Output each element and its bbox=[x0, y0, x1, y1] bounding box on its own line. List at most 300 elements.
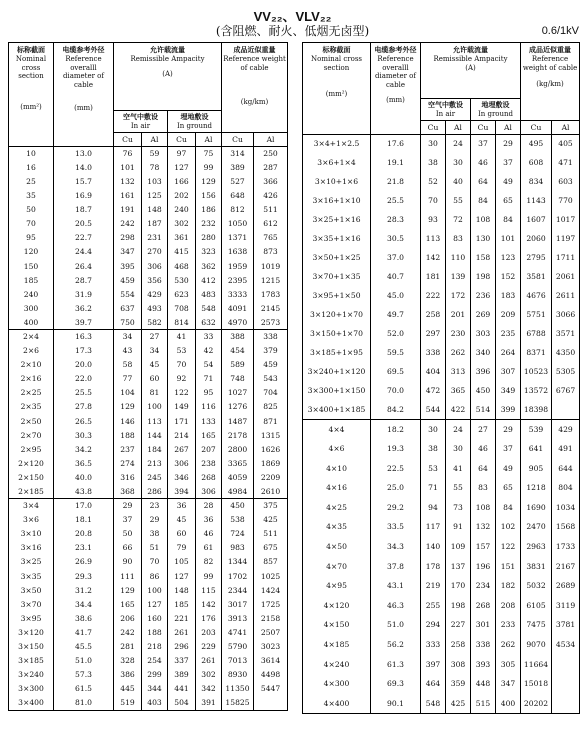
cell-air-cu: 52 bbox=[421, 173, 446, 192]
cell-ground-al: 176 bbox=[196, 612, 222, 626]
cell-ground-cu: 340 bbox=[471, 344, 496, 363]
table-row bbox=[303, 635, 580, 655]
cell-ground-al: 342 bbox=[196, 682, 222, 696]
cell-ground-al: 95 bbox=[196, 386, 222, 400]
cell-air-al: 127 bbox=[142, 598, 168, 612]
al-header: Al bbox=[142, 133, 168, 147]
cell-air-al: 218 bbox=[142, 640, 168, 654]
cell-weight-al bbox=[254, 696, 288, 710]
cell-diameter: 45.0 bbox=[371, 287, 421, 306]
cable-table-left bbox=[8, 42, 288, 711]
cell-ground-al: 238 bbox=[196, 457, 222, 471]
table-row bbox=[303, 615, 580, 635]
cell-ground-al: 182 bbox=[496, 576, 521, 596]
cell-ground-cu: 46 bbox=[471, 439, 496, 459]
cell-ground-cu: 708 bbox=[168, 302, 196, 316]
cell-air-cu: 71 bbox=[421, 478, 446, 498]
cell-weight-al: 2507 bbox=[254, 626, 288, 640]
cell-air-al: 493 bbox=[142, 302, 168, 316]
cell-air-al: 139 bbox=[446, 268, 471, 287]
table-row bbox=[303, 173, 580, 192]
cell-air-al: 83 bbox=[446, 230, 471, 249]
cell-section: 3×6+1×4 bbox=[303, 154, 371, 173]
cell-section: 4×70 bbox=[303, 557, 371, 577]
table-row bbox=[303, 478, 580, 498]
table-row bbox=[303, 596, 580, 616]
cell-air-cu: 43 bbox=[114, 344, 142, 358]
cell-section: 2×25 bbox=[9, 386, 54, 400]
cell-diameter: 23.1 bbox=[54, 541, 114, 555]
cell-air-cu: 70 bbox=[421, 192, 446, 211]
cell-diameter: 18.7 bbox=[54, 203, 114, 217]
cell-section: 3×70 bbox=[9, 598, 54, 612]
table-row bbox=[303, 420, 580, 440]
cell-ground-cu: 268 bbox=[471, 596, 496, 616]
table-row bbox=[9, 668, 288, 682]
cell-air-al: 184 bbox=[142, 442, 168, 456]
cell-air-cu: 206 bbox=[114, 612, 142, 626]
table-row bbox=[303, 192, 580, 211]
cell-weight-al: 1711 bbox=[552, 249, 580, 268]
table-row bbox=[9, 273, 288, 287]
cell-ground-cu: 396 bbox=[471, 363, 496, 382]
cell-air-cu: 140 bbox=[421, 537, 446, 557]
table-row bbox=[9, 175, 288, 189]
cell-air-al: 27 bbox=[142, 330, 168, 344]
al-header: Al bbox=[552, 121, 580, 135]
diameter-header: 电缆参考外径 Reference overalll diameter of cable (mm) bbox=[371, 43, 421, 135]
cell-section: 2×185 bbox=[9, 485, 54, 499]
table-row bbox=[9, 302, 288, 316]
cell-ground-al: 129 bbox=[196, 175, 222, 189]
cell-air-al: 34 bbox=[142, 344, 168, 358]
ampacity-header: 允许载流量 Remissible Ampacity (A) bbox=[114, 43, 222, 111]
in-air-header: 空气中敷设 In air bbox=[114, 111, 168, 133]
cell-air-al: 60 bbox=[142, 372, 168, 386]
cell-weight-cu: 2470 bbox=[521, 517, 552, 537]
cell-section: 25 bbox=[9, 175, 54, 189]
table-row bbox=[9, 682, 288, 696]
cell-weight-cu: 6788 bbox=[521, 325, 552, 344]
cell-air-cu: 637 bbox=[114, 302, 142, 316]
cell-weight-cu: 1027 bbox=[222, 386, 254, 400]
cell-diameter: 81.0 bbox=[54, 696, 114, 710]
cell-weight-al: 871 bbox=[254, 414, 288, 428]
cell-air-cu: 30 bbox=[421, 135, 446, 154]
cell-diameter: 20.5 bbox=[54, 217, 114, 231]
table-row bbox=[9, 358, 288, 372]
table-row bbox=[9, 654, 288, 668]
cell-weight-cu: 2800 bbox=[222, 442, 254, 456]
cell-ground-cu: 130 bbox=[471, 230, 496, 249]
cell-diameter: 70.0 bbox=[371, 382, 421, 401]
cell-section: 4×300 bbox=[303, 674, 371, 694]
cell-weight-al: 1034 bbox=[552, 498, 580, 518]
cell-weight-cu: 3333 bbox=[222, 287, 254, 301]
cell-section: 4×400 bbox=[303, 694, 371, 714]
cell-section: 4×35 bbox=[303, 517, 371, 537]
cell-diameter: 51.0 bbox=[54, 654, 114, 668]
cell-air-cu: 222 bbox=[421, 287, 446, 306]
cell-ground-cu: 236 bbox=[471, 287, 496, 306]
table-row bbox=[9, 189, 288, 203]
cell-diameter: 13.0 bbox=[54, 147, 114, 161]
cell-ground-al: 151 bbox=[496, 557, 521, 577]
cell-weight-cu: 608 bbox=[521, 154, 552, 173]
cell-weight-al bbox=[552, 674, 580, 694]
cell-air-al: 429 bbox=[142, 287, 168, 301]
cell-diameter: 17.6 bbox=[371, 135, 421, 154]
cell-weight-cu: 641 bbox=[521, 439, 552, 459]
al-header: Al bbox=[196, 133, 222, 147]
table-row bbox=[9, 598, 288, 612]
cell-ground-cu: 198 bbox=[471, 268, 496, 287]
cell-weight-cu: 4091 bbox=[222, 302, 254, 316]
cell-air-al: 100 bbox=[142, 400, 168, 414]
cell-ground-cu: 221 bbox=[168, 612, 196, 626]
cell-section: 2×150 bbox=[9, 471, 54, 485]
cell-weight-al: 2573 bbox=[254, 316, 288, 330]
cell-weight-al: 250 bbox=[254, 147, 288, 161]
cell-diameter: 59.5 bbox=[371, 344, 421, 363]
table-row bbox=[303, 655, 580, 675]
cell-weight-cu: 2178 bbox=[222, 428, 254, 442]
cell-air-al: 24 bbox=[446, 420, 471, 440]
cell-diameter: 22.0 bbox=[54, 372, 114, 386]
cell-weight-cu: 4741 bbox=[222, 626, 254, 640]
cell-diameter: 15.7 bbox=[54, 175, 114, 189]
cell-ground-cu: 393 bbox=[471, 655, 496, 675]
cell-weight-al: 1197 bbox=[552, 230, 580, 249]
cell-air-al: 270 bbox=[142, 245, 168, 259]
cell-section: 2×35 bbox=[9, 400, 54, 414]
cell-air-al: 262 bbox=[446, 344, 471, 363]
table-row bbox=[303, 674, 580, 694]
table-row bbox=[303, 344, 580, 363]
cell-ground-cu: 92 bbox=[168, 372, 196, 386]
cell-ground-cu: 127 bbox=[168, 569, 196, 583]
cell-ground-cu: 361 bbox=[168, 231, 196, 245]
cell-air-al: 198 bbox=[446, 596, 471, 616]
cell-ground-al: 152 bbox=[496, 268, 521, 287]
cell-weight-al: 1568 bbox=[552, 517, 580, 537]
cell-weight-al: 511 bbox=[254, 203, 288, 217]
cell-ground-cu: 448 bbox=[471, 674, 496, 694]
cell-diameter: 61.5 bbox=[54, 682, 114, 696]
cell-weight-cu: 3017 bbox=[222, 598, 254, 612]
cell-ground-al: 84 bbox=[496, 498, 521, 518]
cell-air-cu: 397 bbox=[421, 655, 446, 675]
cell-air-al: 344 bbox=[142, 682, 168, 696]
cell-air-cu: 181 bbox=[421, 268, 446, 287]
weight-header: 成品近似重量 Reference weight of cable (kg/km) bbox=[521, 43, 580, 121]
cell-section: 4×50 bbox=[303, 537, 371, 557]
cell-air-cu: 101 bbox=[114, 161, 142, 175]
cell-ground-al: 122 bbox=[496, 537, 521, 557]
cell-section: 2×95 bbox=[9, 442, 54, 456]
cell-air-al: 188 bbox=[142, 626, 168, 640]
cell-air-al: 160 bbox=[142, 612, 168, 626]
cell-ground-al: 323 bbox=[196, 245, 222, 259]
cell-diameter: 69.5 bbox=[371, 363, 421, 382]
cell-weight-cu: 527 bbox=[222, 175, 254, 189]
cell-air-cu: 90 bbox=[114, 555, 142, 569]
cell-weight-al: 1215 bbox=[254, 273, 288, 287]
table-row bbox=[303, 249, 580, 268]
cell-diameter: 84.2 bbox=[371, 401, 421, 420]
cell-weight-al: 603 bbox=[552, 173, 580, 192]
cell-air-cu: 395 bbox=[114, 259, 142, 273]
cell-ground-al: 37 bbox=[496, 154, 521, 173]
table-row bbox=[303, 557, 580, 577]
cell-ground-cu: 240 bbox=[168, 203, 196, 217]
cell-air-al: 38 bbox=[142, 527, 168, 541]
cell-air-cu: 445 bbox=[114, 682, 142, 696]
in-air-header: 空气中敷设 In air bbox=[421, 99, 471, 121]
cell-ground-cu: 157 bbox=[471, 537, 496, 557]
cell-weight-al: 2689 bbox=[552, 576, 580, 596]
cell-weight-cu: 7475 bbox=[521, 615, 552, 635]
cell-weight-cu: 495 bbox=[521, 135, 552, 154]
cell-weight-al: 873 bbox=[254, 245, 288, 259]
cell-diameter: 40.7 bbox=[371, 268, 421, 287]
cell-section: 3×70+1×35 bbox=[303, 268, 371, 287]
cell-weight-al: 2610 bbox=[254, 485, 288, 499]
cell-air-al: 125 bbox=[142, 189, 168, 203]
cell-air-cu: 30 bbox=[421, 420, 446, 440]
cell-section: 3×50 bbox=[9, 583, 54, 597]
cell-weight-al: 4534 bbox=[552, 635, 580, 655]
cell-air-al: 30 bbox=[446, 439, 471, 459]
cell-air-cu: 142 bbox=[421, 249, 446, 268]
table-row bbox=[9, 499, 288, 513]
cell-air-cu: 188 bbox=[114, 428, 142, 442]
cell-weight-al: 511 bbox=[254, 527, 288, 541]
table-row bbox=[303, 401, 580, 420]
cell-section: 2×6 bbox=[9, 344, 54, 358]
table-row bbox=[303, 287, 580, 306]
cell-air-cu: 94 bbox=[421, 498, 446, 518]
cell-ground-al: 229 bbox=[196, 640, 222, 654]
table-row bbox=[9, 316, 288, 330]
cell-weight-al: 2145 bbox=[254, 302, 288, 316]
cell-weight-cu: 1344 bbox=[222, 555, 254, 569]
cell-ground-cu: 450 bbox=[471, 382, 496, 401]
cell-ground-al: 71 bbox=[196, 372, 222, 386]
cell-air-al: 172 bbox=[446, 287, 471, 306]
cell-diameter: 34.3 bbox=[371, 537, 421, 557]
cell-section: 50 bbox=[9, 203, 54, 217]
cell-weight-al: 491 bbox=[552, 439, 580, 459]
cell-air-al: 403 bbox=[142, 696, 168, 710]
cell-weight-al: 3119 bbox=[552, 596, 580, 616]
cell-air-al: 137 bbox=[446, 557, 471, 577]
table-row bbox=[9, 386, 288, 400]
cell-air-cu: 297 bbox=[421, 325, 446, 344]
cell-weight-al: 1017 bbox=[552, 211, 580, 230]
cell-ground-cu: 79 bbox=[168, 541, 196, 555]
cell-diameter: 37.0 bbox=[371, 249, 421, 268]
cell-section: 3×6 bbox=[9, 513, 54, 527]
cell-weight-cu: 1607 bbox=[521, 211, 552, 230]
cell-weight-cu: 4970 bbox=[222, 316, 254, 330]
cell-ground-cu: 122 bbox=[168, 386, 196, 400]
cell-weight-cu: 9070 bbox=[521, 635, 552, 655]
table-row bbox=[303, 498, 580, 518]
cell-weight-al: 426 bbox=[254, 189, 288, 203]
cell-weight-al: 2611 bbox=[552, 287, 580, 306]
cell-air-cu: 328 bbox=[114, 654, 142, 668]
cell-section: 4×150 bbox=[303, 615, 371, 635]
cell-air-al: 81 bbox=[142, 386, 168, 400]
cell-ground-cu: 214 bbox=[168, 428, 196, 442]
cell-ground-cu: 337 bbox=[168, 654, 196, 668]
cell-diameter: 40.0 bbox=[54, 471, 114, 485]
cell-weight-cu: 5751 bbox=[521, 306, 552, 325]
cell-ground-cu: 97 bbox=[168, 147, 196, 161]
cu-header: Cu bbox=[471, 121, 496, 135]
cell-weight-cu: 983 bbox=[222, 541, 254, 555]
cell-section: 16 bbox=[9, 161, 54, 175]
cell-air-cu: 281 bbox=[114, 640, 142, 654]
table-row bbox=[303, 459, 580, 479]
cell-ground-cu: 64 bbox=[471, 459, 496, 479]
cell-ground-al: 49 bbox=[496, 173, 521, 192]
cell-ground-cu: 301 bbox=[471, 615, 496, 635]
cell-ground-cu: 306 bbox=[168, 457, 196, 471]
cell-section: 4×10 bbox=[303, 459, 371, 479]
cell-ground-al: 280 bbox=[196, 231, 222, 245]
cell-section: 35 bbox=[9, 189, 54, 203]
cell-ground-al: 115 bbox=[196, 583, 222, 597]
cell-weight-cu: 1143 bbox=[521, 192, 552, 211]
cell-diameter: 19.3 bbox=[371, 439, 421, 459]
cell-ground-al: 156 bbox=[196, 189, 222, 203]
cell-ground-al: 54 bbox=[196, 358, 222, 372]
cell-ground-cu: 814 bbox=[168, 316, 196, 330]
cell-ground-al: 203 bbox=[196, 626, 222, 640]
cell-section: 4×6 bbox=[303, 439, 371, 459]
cell-diameter: 46.3 bbox=[371, 596, 421, 616]
cell-weight-cu: 3831 bbox=[521, 557, 552, 577]
cell-section: 95 bbox=[9, 231, 54, 245]
cell-weight-cu: 454 bbox=[222, 344, 254, 358]
cell-ground-al: 183 bbox=[496, 287, 521, 306]
cell-air-cu: 93 bbox=[421, 211, 446, 230]
table-row bbox=[9, 626, 288, 640]
cell-ground-cu: 108 bbox=[471, 498, 496, 518]
cell-section: 150 bbox=[9, 259, 54, 273]
cell-weight-cu: 2060 bbox=[521, 230, 552, 249]
cell-weight-cu: 4984 bbox=[222, 485, 254, 499]
cu-header: Cu bbox=[521, 121, 552, 135]
cu-header: Cu bbox=[421, 121, 446, 135]
table-row bbox=[9, 640, 288, 654]
cell-air-cu: 242 bbox=[114, 626, 142, 640]
cell-section: 3×4 bbox=[9, 499, 54, 513]
cell-weight-al: 1783 bbox=[254, 287, 288, 301]
cell-air-cu: 111 bbox=[114, 569, 142, 583]
cell-weight-al: 3066 bbox=[552, 306, 580, 325]
cell-diameter: 25.5 bbox=[371, 192, 421, 211]
cell-section: 3×150 bbox=[9, 640, 54, 654]
cell-diameter: 61.3 bbox=[371, 655, 421, 675]
cell-air-cu: 255 bbox=[421, 596, 446, 616]
cell-air-cu: 113 bbox=[421, 230, 446, 249]
cell-weight-cu: 3913 bbox=[222, 612, 254, 626]
page-subtitle: (含阻燃、耐火、低烟无卤型) bbox=[215, 24, 370, 38]
cell-weight-al: 1869 bbox=[254, 457, 288, 471]
cell-weight-cu: 5032 bbox=[521, 576, 552, 596]
table-row bbox=[303, 268, 580, 287]
cell-diameter: 25.5 bbox=[54, 386, 114, 400]
cell-air-al: 91 bbox=[446, 517, 471, 537]
table-row bbox=[303, 325, 580, 344]
cell-weight-cu: 1050 bbox=[222, 217, 254, 231]
cell-weight-al: 5305 bbox=[552, 363, 580, 382]
cell-diameter: 41.7 bbox=[54, 626, 114, 640]
cell-air-al: 582 bbox=[142, 316, 168, 330]
cell-section: 3×150+1×70 bbox=[303, 325, 371, 344]
cell-diameter: 33.5 bbox=[371, 517, 421, 537]
cell-weight-al: 1424 bbox=[254, 583, 288, 597]
cell-weight-cu: 1218 bbox=[521, 478, 552, 498]
cell-ground-cu: 234 bbox=[471, 576, 496, 596]
cell-section: 120 bbox=[9, 245, 54, 259]
cell-air-al: 299 bbox=[142, 668, 168, 682]
cell-ground-al: 632 bbox=[196, 316, 222, 330]
table-row bbox=[9, 147, 288, 161]
cell-air-al: 103 bbox=[142, 175, 168, 189]
cell-section: 3×300 bbox=[9, 682, 54, 696]
cell-ground-cu: 515 bbox=[471, 694, 496, 714]
cell-diameter: 43.8 bbox=[54, 485, 114, 499]
cell-weight-cu: 1371 bbox=[222, 231, 254, 245]
cell-air-cu: 132 bbox=[114, 175, 142, 189]
cell-weight-al: 804 bbox=[552, 478, 580, 498]
cell-weight-al: 3571 bbox=[552, 325, 580, 344]
cell-weight-cu: 724 bbox=[222, 527, 254, 541]
cell-ground-al: 49 bbox=[496, 459, 521, 479]
cell-weight-cu: 15825 bbox=[222, 696, 254, 710]
cell-ground-cu: 202 bbox=[168, 189, 196, 203]
cell-weight-cu: 20202 bbox=[521, 694, 552, 714]
cell-ground-al: 347 bbox=[496, 674, 521, 694]
cell-weight-al: 1626 bbox=[254, 442, 288, 456]
cell-diameter: 14.0 bbox=[54, 161, 114, 175]
cell-ground-al: 29 bbox=[496, 420, 521, 440]
cell-ground-cu: 36 bbox=[168, 499, 196, 513]
cell-weight-al: 366 bbox=[254, 175, 288, 189]
cell-ground-al: 82 bbox=[196, 555, 222, 569]
section-header: 标称截面 Nominal cross section (mm²) bbox=[9, 43, 54, 147]
cell-air-al: 40 bbox=[446, 173, 471, 192]
cell-air-cu: 750 bbox=[114, 316, 142, 330]
cell-section: 3×240 bbox=[9, 668, 54, 682]
cell-ground-cu: 196 bbox=[471, 557, 496, 577]
right-table-body-3plus1 bbox=[303, 135, 580, 420]
cell-weight-cu: 539 bbox=[521, 420, 552, 440]
table-row bbox=[303, 694, 580, 714]
table-row bbox=[303, 230, 580, 249]
cell-ground-cu: 149 bbox=[168, 400, 196, 414]
cell-weight-al: 3781 bbox=[552, 615, 580, 635]
cell-diameter: 17.0 bbox=[54, 499, 114, 513]
cell-ground-cu: 530 bbox=[168, 273, 196, 287]
cell-air-cu: 519 bbox=[114, 696, 142, 710]
cell-air-al: 254 bbox=[142, 654, 168, 668]
cell-weight-al: 4498 bbox=[254, 668, 288, 682]
